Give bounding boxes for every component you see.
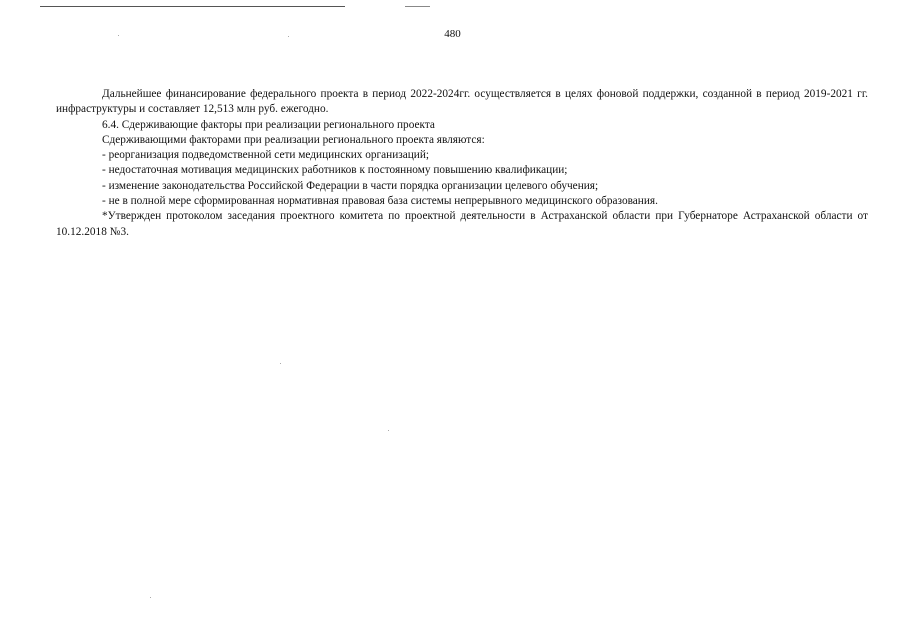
list-item: - изменение законодательства Российской Федерации в части порядка организации целевого обучения; bbox=[102, 179, 599, 192]
footnote: *Утвержден протоколом заседания проектного комитета по проектной деятельности в Астраханской области при Губернаторе Астраханской области от 10.12.2018 №3. bbox=[56, 210, 868, 238]
list-item: - не в полной мере сформированная нормативная правовая база системы непрерывного медицинского образования. bbox=[102, 195, 658, 208]
list-item: - недостаточная мотивация медицинских работников к постоянному повышению квалификации; bbox=[102, 164, 568, 177]
financing-paragraph: Дальнейшее финансирование федерального проекта в период 2022-2024гг. осуществляется в целях фоновой поддержки, созданной в период 2019-2021 гг. инфраструктуры и составляет 12,513 млн руб. ежегодно. bbox=[56, 88, 868, 116]
scan-speck bbox=[288, 36, 289, 37]
header-rule bbox=[40, 6, 345, 7]
scan-speck bbox=[150, 597, 151, 598]
scan-speck bbox=[280, 363, 281, 364]
scan-speck bbox=[118, 35, 119, 36]
factors-intro: Сдерживающими факторами при реализации регионального проекта являются: bbox=[102, 133, 485, 146]
document-body bbox=[56, 87, 868, 240]
header-rule-fragment bbox=[405, 6, 430, 7]
scan-speck bbox=[388, 430, 389, 431]
list-item: - реорганизация подведомственной сети медицинских организаций; bbox=[102, 149, 430, 162]
section-heading: 6.4. Сдерживающие факторы при реализации регионального проекта bbox=[102, 118, 435, 131]
page-number: 480 bbox=[444, 28, 461, 40]
